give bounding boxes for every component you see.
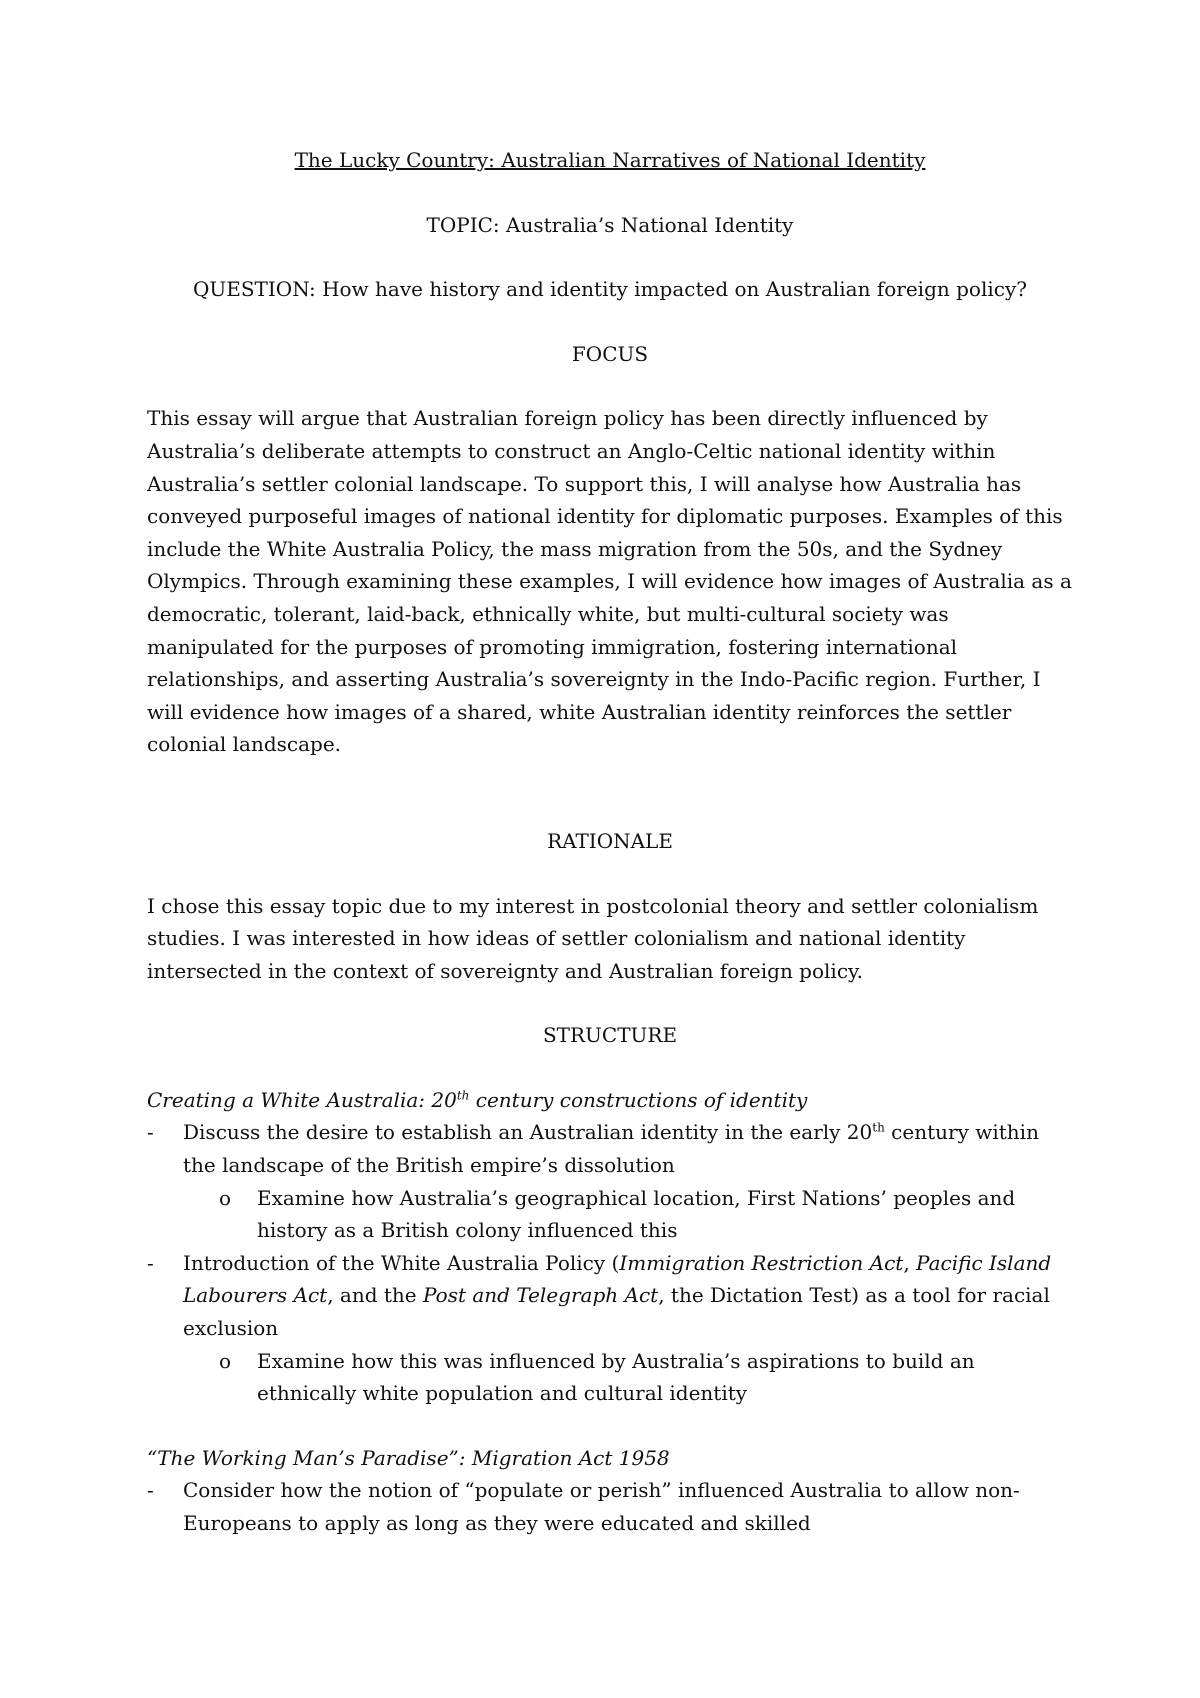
section-title-working-mans-paradise: “The Working Man’s Paradise”: Migration Act 1958 — [147, 1445, 670, 1470]
list-item — [147, 1116, 1073, 1181]
section-title-part: century constructions of identity — [469, 1087, 808, 1112]
sub-list-item-text: Examine how Australia’s geographical location, First Nations’ peoples and history as a British colony influenced this — [257, 1185, 1016, 1243]
list-item — [147, 1247, 1073, 1345]
act-name: Immigration Restriction Act — [619, 1250, 904, 1275]
structure-heading: STRUCTURE — [542, 1023, 678, 1048]
focus-paragraph: This essay will argue that Australian foreign policy has been directly influenced by Australia’s deliberate attempts to construct an Anglo-Celtic national identity within Australia’s settler colonial landscape. To support this, I will analyse how Australia has conveyed purposeful images of national identity for diplomatic purposes. Examples of this include the White Australia Policy, the mass migration from the 50s, and the Sydney Olympics. Through examining these examples, I will evidence how images of Australia as a democratic, tolerant, laid-back, ethnically white, but multi-cultural society was manipulated for the purposes of promoting immigration, fostering international relationships, and asserting Australia’s sovereignty in the Indo-Pacific region. Further, I will evidence how images of a shared, white Australian identity reinforces the settler colonial landscape. — [147, 406, 1072, 757]
dash-marker: - — [147, 1478, 154, 1503]
rationale-heading: RATIONALE — [547, 828, 673, 853]
topic-line: TOPIC: Australia’s National Identity — [426, 212, 794, 237]
act-name: Post and Telegraph Act — [423, 1283, 659, 1308]
list-item-superscript: th — [872, 1120, 885, 1135]
circle-bullet-marker: o — [219, 1348, 232, 1373]
sub-list-item — [147, 1345, 1073, 1410]
document-body — [147, 144, 1073, 1540]
rationale-paragraph: I chose this essay topic due to my interest in postcolonial theory and settler colonialism studies. I was interested in how ideas of settler colonialism and national identity intersected in the context of sovereignty and Australian foreign policy. — [147, 893, 1039, 983]
act-name: Pacific Island Labourers Act — [183, 1250, 1052, 1308]
list-item-text: , the Dictation Test) as a tool for racial exclusion — [183, 1283, 1050, 1341]
list-item-text: century within the landscape of the British empire’s dissolution — [183, 1120, 1039, 1178]
dash-marker: - — [147, 1250, 154, 1275]
list-item — [147, 1474, 1073, 1539]
focus-heading: FOCUS — [571, 341, 649, 366]
list-item-text: Discuss the desire to establish an Australian identity in the early 20 — [183, 1120, 873, 1145]
section-title-superscript: th — [456, 1088, 470, 1103]
section-title-part: Creating a White Australia: 20 — [147, 1087, 457, 1112]
list-item-text: Introduction of the White Australia Policy ( — [183, 1250, 620, 1275]
dash-marker: - — [147, 1120, 154, 1145]
list-item-text: , — [903, 1250, 917, 1275]
question-line: QUESTION: How have history and identity impacted on Australian foreign policy? — [193, 277, 1027, 302]
section-title-white-australia — [147, 1084, 1073, 1117]
list-item-text: , and the — [327, 1283, 423, 1308]
circle-bullet-marker: o — [219, 1185, 232, 1210]
document-title: The Lucky Country: Australian Narratives of National Identity — [294, 148, 926, 172]
sub-list-item-text: Examine how this was influenced by Australia’s aspirations to build an ethnically white population and cultural identity — [257, 1348, 975, 1406]
sub-list-item — [147, 1182, 1073, 1247]
list-item-text: Consider how the notion of “populate or perish” influenced Australia to allow non-Europeans to apply as long as they were educated and skilled — [183, 1478, 1020, 1535]
